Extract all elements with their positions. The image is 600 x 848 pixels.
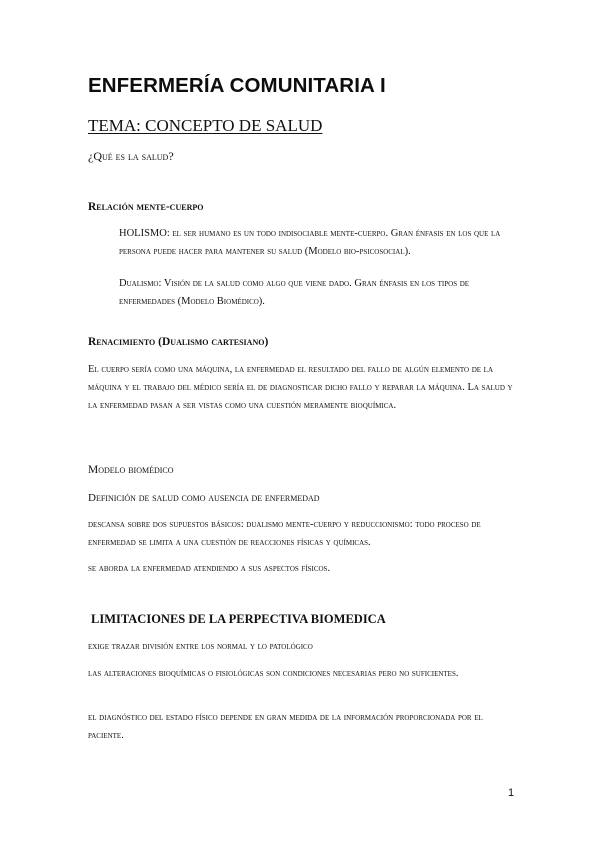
topic-heading: TEMA: CONCEPTO DE SALUD	[88, 116, 323, 135]
section-heading-mind-body: Relación mente-cuerpo	[88, 201, 204, 213]
limitation-item: el diagnóstico del estado físico depende en gran medida de la información proporcionada por el paciente.	[88, 712, 483, 741]
renaissance-paragraph: El cuerpo sería como una máquina, la enfermedad el resultado del fallo de algún elemento de la máquina y el trabajo del médico sería el de diagnosticar dicho fallo y reparar la máquina. La salud y la enfermedad pasan a ser vistas como una cuestión meramente bioquímica.	[88, 364, 513, 411]
section-heading-biomedical: Modelo biomédico	[88, 464, 174, 476]
holismo-paragraph: HOLISMO: el ser humano es un todo indisociable mente-cuerpo. Gran énfasis en los que la persona puede hacer para mantener su salud (Modelo bio-psicosocial).	[119, 228, 501, 257]
section-heading-renaissance: Renacimiento (Dualismo cartesiano)	[88, 336, 269, 348]
biomedical-approach-paragraph: se aborda la enfermedad atendiendo a sus aspectos físicos.	[88, 563, 331, 574]
dualismo-paragraph: Dualismo: Visión de la salud como algo que viene dado. Gran énfasis en los tipos de enfermedades (Modelo Biomédico).	[119, 278, 470, 307]
document-title: ENFERMERÍA COMUNITARIA I	[88, 74, 386, 97]
limitations-heading: LIMITACIONES DE LA PERPECTIVA BIOMEDICA	[91, 612, 386, 626]
page-number: 1	[508, 787, 515, 799]
intro-question: ¿Qué es la salud?	[88, 149, 174, 163]
limitation-item: exige trazar división entre los normal y lo patológico	[88, 641, 313, 652]
biomedical-definition: Definición de salud como ausencia de enfermedad	[88, 492, 320, 504]
biomedical-basis-paragraph: descansa sobre dos supuestos básicos: dualismo mente-cuerpo y reduccionismo: todo proceso de enfermedad se limita a una cuestión de reacciones físicas y químicas.	[88, 519, 481, 548]
limitation-item: las alteraciones bioquímicas o fisiológicas son condiciones necesarias pero no suficientes.	[88, 668, 459, 679]
